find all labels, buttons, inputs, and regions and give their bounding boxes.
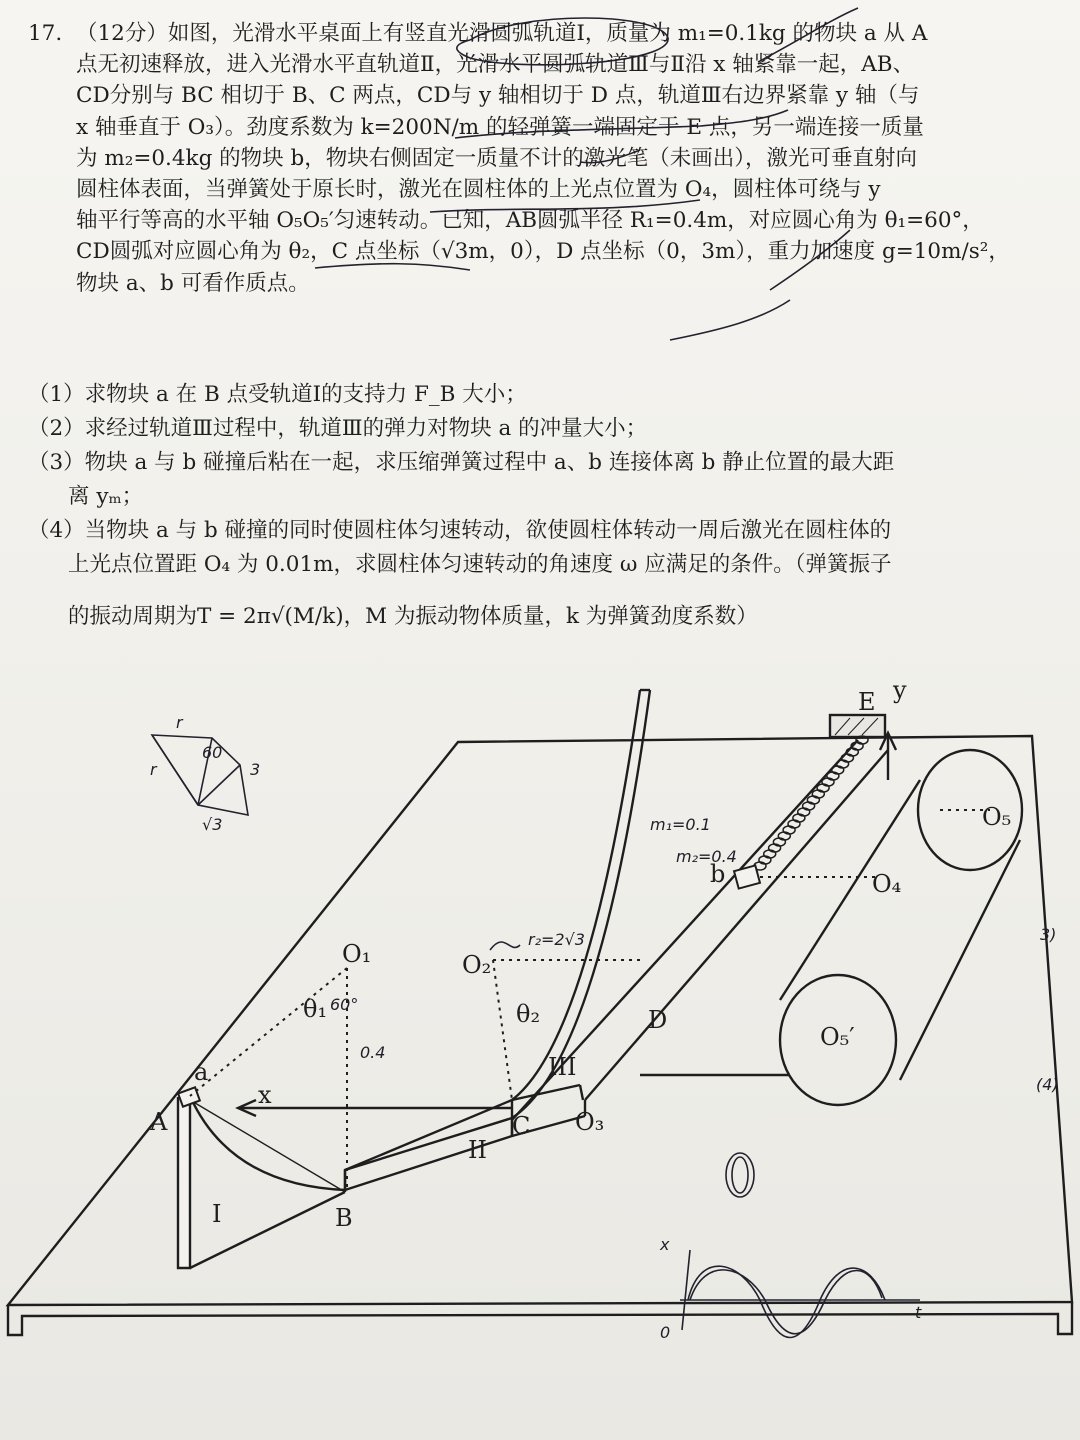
- label-y: y: [893, 676, 907, 704]
- label-x: x: [258, 1081, 272, 1109]
- problem-line-2: 点无初速释放，进入光滑水平直轨道Ⅱ，光滑水平圆弧轨道Ⅲ与Ⅱ沿 x 轴紧靠一起，AB、: [76, 52, 915, 78]
- spring-anchor-E: [830, 715, 885, 737]
- label-theta2: θ₂: [516, 1000, 541, 1028]
- hand-tri-3: 3: [250, 760, 261, 779]
- question-4-line-2: 上光点位置距 O₄ 为 0.01m，求圆柱体匀速转动的角速度 ω 应满足的条件。（弹簧振子: [68, 552, 892, 577]
- label-O3: O₃: [575, 1108, 605, 1136]
- hand-tri-60: 60: [202, 743, 223, 762]
- problem-line-8: CD圆弧对应圆心角为 θ₂，C 点坐标（√3m，0），D 点坐标（0，3m），重力加速度 g=10m/s²，: [76, 239, 1010, 265]
- label-II: II: [468, 1136, 487, 1164]
- hand-sixty: 60°: [330, 995, 359, 1014]
- question-2: （2）求经过轨道Ⅲ过程中，轨道Ⅲ的弹力对物块 a 的冲量大小；: [28, 416, 648, 441]
- hand-0-4: 0.4: [360, 1043, 386, 1062]
- label-C: C: [512, 1112, 531, 1140]
- graph-x-axis: [682, 1250, 690, 1330]
- problem-line-4: x 轴垂直于 O₃）。劲度系数为 k=200N/m 的轻弹簧一端固定于 E 点，另一端连接一质量: [76, 114, 924, 140]
- label-theta1: θ₁: [303, 995, 328, 1023]
- track-I-plate: [178, 1096, 190, 1268]
- problem-line-3: CD分别与 BC 相切于 B、C 两点，CD与 y 轴相切于 D 点，轨道Ⅲ右边界紧靠 y 轴（与: [76, 83, 920, 109]
- question-1: （1）求物块 a 在 B 点受轨道Ⅰ的支持力 F_B 大小；: [28, 382, 527, 407]
- hand-tri-r2: r: [150, 760, 157, 779]
- table-edge: [8, 1302, 1072, 1335]
- label-a: a: [194, 1058, 209, 1086]
- label-E: E: [858, 688, 876, 716]
- hand-m2: m₂=0.4: [676, 847, 737, 866]
- hand-r2: r₂=2√3: [528, 930, 585, 949]
- problem-number: 17.: [28, 21, 63, 46]
- block-b: [734, 865, 760, 888]
- label-D: D: [648, 1006, 668, 1034]
- hand-graph-x: x: [660, 1235, 670, 1254]
- problem-line-1: 17. （12分）如图，光滑水平桌面上有竖直光滑圆弧轨道Ⅰ，质量为 m₁=0.1kg 的物块 a 从 A: [28, 18, 1058, 49]
- label-O5-prime: O₅′: [820, 1023, 855, 1051]
- pen-ellipse: [457, 18, 668, 65]
- spring-coils: [754, 736, 868, 870]
- question-3-line-1: （3）物块 a 与 b 碰撞后粘在一起，求压缩弹簧过程中 a、b 连接体离 b 静止位置的最大距: [28, 450, 895, 475]
- track-I-arc: [190, 1096, 345, 1190]
- question-4-line-3: 的振动周期为T = 2π√(M/k)，M 为振动物体质量，k 为弹簧劲度系数）: [68, 604, 758, 629]
- problem-line-6: 圆柱体表面，当弹簧处于原长时，激光在圆柱体的上光点位置为 O₄，圆柱体可绕与 y: [76, 177, 881, 203]
- question-3-line-2: 离 yₘ；: [68, 484, 144, 509]
- question-4-line-1: （4）当物块 a 与 b 碰撞的同时使圆柱体匀速转动，欲使圆柱体转动一周后激光在圆柱体的: [28, 518, 892, 543]
- hand-graph-o: 0: [660, 1323, 671, 1342]
- hand-m1: m₁=0.1: [650, 815, 711, 834]
- hand-margin-4: (4): [1036, 1075, 1059, 1094]
- label-O1: O₁: [342, 940, 372, 968]
- problem-line-9: 物块 a、b 可看作质点。: [76, 270, 310, 296]
- problem-line-5: 为 m₂=0.4kg 的物块 b，物块右侧固定一质量不计的激光笔（未画出），激光可垂直射向: [76, 145, 918, 171]
- label-B: B: [335, 1204, 353, 1232]
- label-O5: O₅: [982, 803, 1012, 831]
- hand-tri-sqrt3: √3: [202, 815, 223, 834]
- track-III: [512, 690, 640, 1100]
- hand-graph-t: t: [915, 1303, 922, 1322]
- label-A: A: [150, 1108, 168, 1136]
- label-b: b: [710, 860, 726, 888]
- problem-line-7: 轴平行等高的水平轴 O₅O₅′匀速转动。已知，AB圆弧半径 R₁=0.4m，对应圆心角为 θ₁=60°，: [76, 208, 984, 234]
- hand-margin-3: 3): [1040, 925, 1057, 944]
- label-O2: O₂: [462, 951, 492, 979]
- label-I: I: [212, 1200, 222, 1228]
- label-III: III: [548, 1053, 577, 1081]
- label-O4: O₄: [872, 870, 902, 898]
- hand-tri-r1: r: [176, 713, 183, 732]
